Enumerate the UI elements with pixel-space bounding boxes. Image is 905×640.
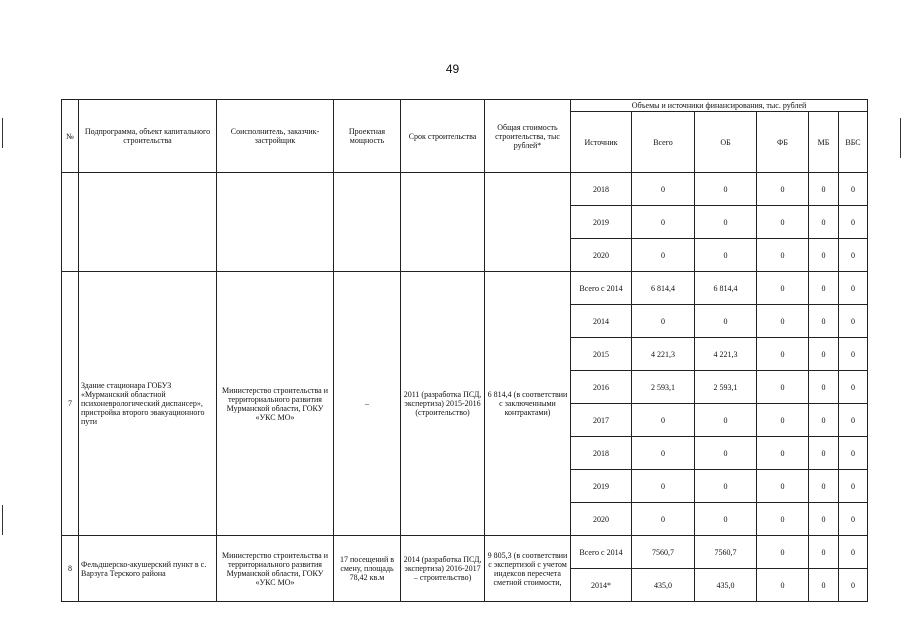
table-row — [62, 272, 868, 305]
cell-fb: 0 — [757, 569, 809, 602]
cell-mb: 0 — [809, 173, 839, 206]
prev-term-cell — [401, 173, 485, 272]
header-cost: Общая стоимость строительства, тыс рублей* — [485, 100, 571, 173]
header-ob: ОБ — [695, 112, 757, 173]
table-row — [62, 536, 868, 569]
cell-source: 2014* — [571, 569, 632, 602]
cell-source: Всего с 2014 — [571, 272, 632, 305]
scan-mark-left-top — [2, 118, 3, 148]
cell-total: 435,0 — [632, 569, 695, 602]
cell-total: 2 593,1 — [632, 371, 695, 404]
cell-ob: 6 814,4 — [695, 272, 757, 305]
cell-mb: 0 — [809, 206, 839, 239]
object8-capacity: 17 посещений в смену, площадь 78,42 кв.м — [334, 536, 401, 602]
cell-total: 0 — [632, 404, 695, 437]
cell-vbs: 0 — [839, 371, 868, 404]
cell-fb: 0 — [757, 437, 809, 470]
object7-cost: 6 814,4 (в соответствии с заключенными контрактами) — [485, 272, 571, 536]
cell-ob: 0 — [695, 206, 757, 239]
cell-ob: 0 — [695, 404, 757, 437]
cell-mb: 0 — [809, 371, 839, 404]
cell-source: 2016 — [571, 371, 632, 404]
prev-cost-cell — [485, 173, 571, 272]
header-fb: ФБ — [757, 112, 809, 173]
cell-vbs: 0 — [839, 206, 868, 239]
cell-mb: 0 — [809, 305, 839, 338]
header-executor: Соисполнитель, заказчик-застройщик — [217, 100, 334, 173]
cell-source: 2020 — [571, 503, 632, 536]
header-term: Срок строительства — [401, 100, 485, 173]
cell-ob: 7560,7 — [695, 536, 757, 569]
cell-mb: 0 — [809, 239, 839, 272]
cell-total: 0 — [632, 470, 695, 503]
object8-term: 2014 (разработка ПСД, экспертиза) 2016-2017 – строительство) — [401, 536, 485, 602]
cell-total: 0 — [632, 206, 695, 239]
cell-ob: 435,0 — [695, 569, 757, 602]
header-num: № — [62, 100, 79, 173]
cell-fb: 0 — [757, 470, 809, 503]
object7-capacity: – — [334, 272, 401, 536]
cell-ob: 0 — [695, 437, 757, 470]
header-mb: МБ — [809, 112, 839, 173]
cell-source: 2015 — [571, 338, 632, 371]
cell-mb: 0 — [809, 338, 839, 371]
cell-total: 0 — [632, 239, 695, 272]
cell-fb: 0 — [757, 338, 809, 371]
cell-total: 6 814,4 — [632, 272, 695, 305]
prev-executor-cell — [217, 173, 334, 272]
cell-source: 2018 — [571, 173, 632, 206]
cell-mb: 0 — [809, 437, 839, 470]
cell-vbs: 0 — [839, 437, 868, 470]
page-number: 49 — [445, 62, 460, 76]
object7-name: Здание стационара ГОБУЗ «Мурманский областной психоневрологический диспансер», пристройка второго эвакуационного пути — [79, 272, 217, 536]
cell-source: 2017 — [571, 404, 632, 437]
cell-total: 0 — [632, 437, 695, 470]
cell-vbs: 0 — [839, 239, 868, 272]
cell-vbs: 0 — [839, 272, 868, 305]
object8-name: Фельдшерско-акушерский пункт в с. Варзуга Терского района — [79, 536, 217, 602]
cell-source: 2020 — [571, 239, 632, 272]
object8-executor: Министерство строительства и территориального развития Мурманской области, ГОКУ «УКС МО» — [217, 536, 334, 602]
cell-mb: 0 — [809, 503, 839, 536]
cell-ob: 2 593,1 — [695, 371, 757, 404]
cell-source: 2014 — [571, 305, 632, 338]
cell-fb: 0 — [757, 239, 809, 272]
cell-fb: 0 — [757, 536, 809, 569]
header-funding-group: Объемы и источники финансирования, тыс. рублей — [571, 100, 868, 112]
table-row — [62, 173, 868, 206]
cell-fb: 0 — [757, 404, 809, 437]
cell-total: 0 — [632, 503, 695, 536]
cell-source: 2019 — [571, 206, 632, 239]
cell-vbs: 0 — [839, 470, 868, 503]
cell-source: 2019 — [571, 470, 632, 503]
prev-num-cell — [62, 173, 79, 272]
cell-total: 0 — [632, 173, 695, 206]
cell-total: 4 221,3 — [632, 338, 695, 371]
cell-total: 7560,7 — [632, 536, 695, 569]
cell-vbs: 0 — [839, 338, 868, 371]
cell-vbs: 0 — [839, 503, 868, 536]
header-source: Источник — [571, 112, 632, 173]
scan-mark-left-bottom — [2, 505, 3, 535]
header-capacity: Проектная мощность — [334, 100, 401, 173]
prev-capacity-cell — [334, 173, 401, 272]
cell-ob: 0 — [695, 470, 757, 503]
object7-num: 7 — [62, 272, 79, 536]
cell-vbs: 0 — [839, 305, 868, 338]
cell-fb: 0 — [757, 503, 809, 536]
cell-mb: 0 — [809, 536, 839, 569]
cell-mb: 0 — [809, 470, 839, 503]
cell-ob: 0 — [695, 173, 757, 206]
cell-fb: 0 — [757, 305, 809, 338]
cell-total: 0 — [632, 305, 695, 338]
cell-fb: 0 — [757, 371, 809, 404]
cell-mb: 0 — [809, 569, 839, 602]
cell-vbs: 0 — [839, 569, 868, 602]
object7-executor: Министерство строительства и территориального развития Мурманской области, ГОКУ «УКС МО» — [217, 272, 334, 536]
header-total: Всего — [632, 112, 695, 173]
cell-ob: 4 221,3 — [695, 338, 757, 371]
cell-vbs: 0 — [839, 536, 868, 569]
cell-ob: 0 — [695, 305, 757, 338]
cell-source: Всего с 2014 — [571, 536, 632, 569]
cell-source: 2018 — [571, 437, 632, 470]
cell-ob: 0 — [695, 503, 757, 536]
object7-term: 2011 (разработка ПСД, экспертиза) 2015-2016 (строительство) — [401, 272, 485, 536]
cell-vbs: 0 — [839, 404, 868, 437]
cell-ob: 0 — [695, 239, 757, 272]
capital-construction-table — [61, 99, 868, 602]
header-vbs: ВБС — [839, 112, 868, 173]
object8-num: 8 — [62, 536, 79, 602]
cell-fb: 0 — [757, 272, 809, 305]
cell-vbs: 0 — [839, 173, 868, 206]
cell-fb: 0 — [757, 206, 809, 239]
object8-cost: 9 805,3 (в соответствии с экспертизой с учетом индексов пересчета сметной стоимости, — [485, 536, 571, 602]
scan-mark-right — [900, 118, 901, 158]
cell-mb: 0 — [809, 272, 839, 305]
header-name: Подпрограмма, объект капитального строительства — [79, 100, 217, 173]
cell-mb: 0 — [809, 404, 839, 437]
cell-fb: 0 — [757, 173, 809, 206]
prev-name-cell — [79, 173, 217, 272]
